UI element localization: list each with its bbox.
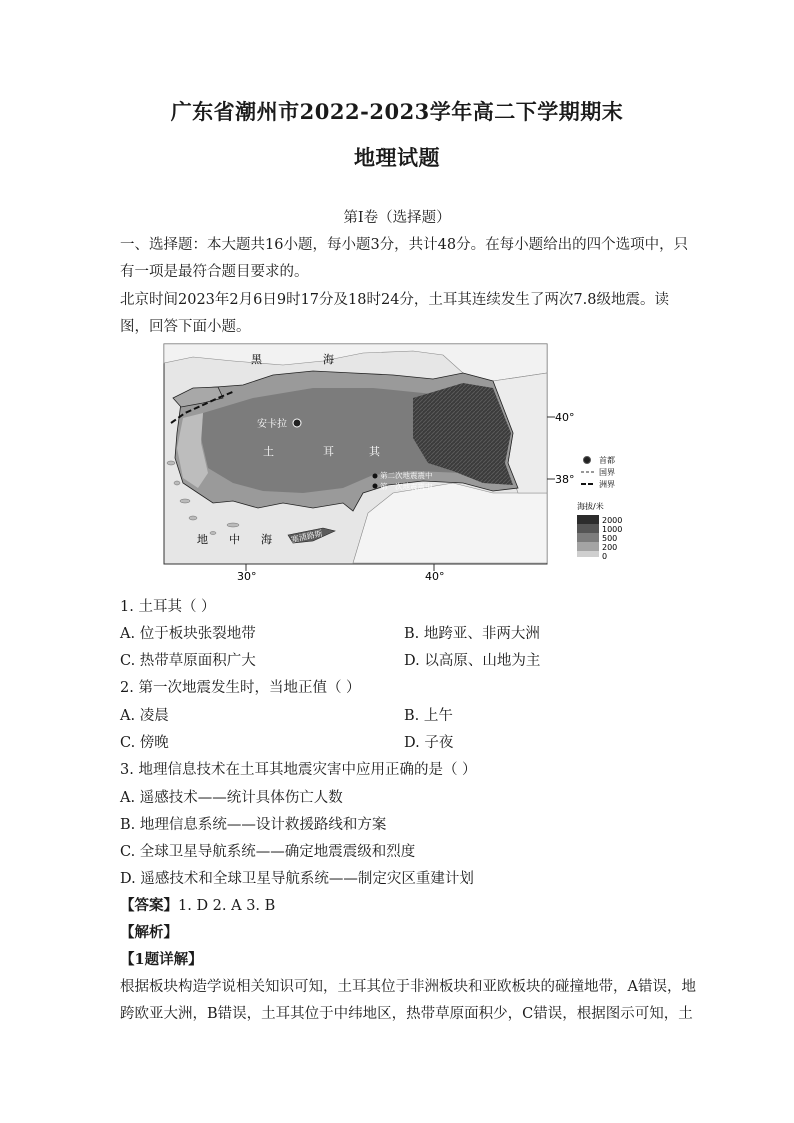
answer-text: 1. D 2. A 3. B <box>178 898 276 914</box>
longitude-40-label: 40° <box>425 570 445 583</box>
question-2-option-a[interactable]: A. 凌晨 <box>120 708 169 724</box>
question-1-option-c[interactable]: C. 热带草原面积广大 <box>120 653 256 669</box>
stem-line-2: 图，回答下面小题。 <box>120 319 251 335</box>
legend-level-0: 0 <box>602 552 608 561</box>
question-2-stem: 2. 第一次地震发生时，当地正值（ ） <box>120 680 361 696</box>
answer-label: 【答案】 <box>120 897 178 914</box>
legend-border-label: 国界 <box>599 468 615 477</box>
quake-second-label: 第二次地震震中 <box>380 471 433 480</box>
instructions-line-1: 一、选择题：本大题共16小题，每小题3分，共计48分。在每小题给出的四个选项中，只 <box>120 237 689 253</box>
map-legend <box>577 455 622 561</box>
question-2-option-c[interactable]: C. 傍晚 <box>120 735 169 751</box>
answer-line <box>120 894 275 915</box>
exam-subject: 地理试题 <box>354 145 440 170</box>
mediterranean-label-2: 中 <box>229 533 240 546</box>
analysis-line-2: 跨欧亚大洲，B错误，土耳其位于中纬地区，热带草原面积少，C错误，根据图示可知，土 <box>120 1006 693 1022</box>
latitude-38-label: 38° <box>555 473 575 486</box>
capital-marker <box>293 419 301 427</box>
quake-first-marker <box>373 484 378 489</box>
turkey-label-1: 土 <box>263 445 274 458</box>
question-3-option-d[interactable]: D. 遥感技术和全球卫星导航系统——制定灾区重建计划 <box>120 871 474 887</box>
quake-first-label: 第一次地震震中 <box>380 482 433 491</box>
longitude-30-label: 30° <box>237 570 257 583</box>
analysis-label: 【解析】 <box>120 924 178 941</box>
analysis-line-1: 根据板块构造学说相关知识可知，土耳其位于非洲板块和亚欧板块的碰撞地带，A错误，地 <box>120 979 696 995</box>
question-1-option-a[interactable]: A. 位于板块张裂地带 <box>120 626 256 642</box>
quake-second-marker <box>373 474 378 479</box>
exam-title: 广东省潮州市2022-2023学年高二下学期期末 <box>170 99 624 124</box>
question-1-stem: 1. 土耳其（ ） <box>120 599 216 615</box>
legend-level-2000: 2000 <box>602 516 623 525</box>
turkey-elevation-map <box>163 343 623 588</box>
section-heading: 第I卷（选择题） <box>343 210 451 226</box>
question-3-stem: 3. 地理信息技术在土耳其地震灾害中应用正确的是（ ） <box>120 762 477 778</box>
detail-label: 【1题详解】 <box>120 951 203 968</box>
question-1-option-d[interactable]: D. 以高原、山地为主 <box>404 653 541 669</box>
question-3-option-a[interactable]: A. 遥感技术——统计具体伤亡人数 <box>120 790 343 806</box>
legend-level-500: 500 <box>602 534 618 543</box>
turkey-label-2: 耳 <box>323 445 334 458</box>
legend-level-200: 200 <box>602 543 618 552</box>
legend-capital-icon <box>584 457 591 464</box>
turkey-label-3: 其 <box>369 445 380 458</box>
black-sea-label-2: 海 <box>323 353 334 366</box>
legend-capital-label: 首都 <box>599 456 615 465</box>
latitude-40-label: 40° <box>555 411 575 424</box>
question-3-option-c[interactable]: C. 全球卫星导航系统——确定地震震级和烈度 <box>120 844 416 860</box>
cyprus-label: 塞浦路斯 <box>290 528 324 545</box>
question-1-option-b[interactable]: B. 地跨亚、非两大洲 <box>404 626 540 642</box>
instructions-line-2: 有一项是最符合题目要求的。 <box>120 264 309 280</box>
mediterranean-label-1: 地 <box>197 533 208 546</box>
legend-level-1000: 1000 <box>602 525 623 534</box>
question-2-option-d[interactable]: D. 子夜 <box>404 735 454 751</box>
legend-continent-label: 洲界 <box>599 480 615 489</box>
question-3-option-b[interactable]: B. 地理信息系统——设计救援路线和方案 <box>120 817 387 833</box>
black-sea-label-1: 黑 <box>251 353 262 366</box>
mediterranean-label-3: 海 <box>261 533 272 546</box>
legend-elevation-title: 海拔/米 <box>577 502 604 511</box>
stem-line-1: 北京时间2023年2月6日9时17分及18时24分，土耳其连续发生了两次7.8级地震。读 <box>120 292 669 308</box>
capital-label: 安卡拉 <box>257 419 287 430</box>
question-2-option-b[interactable]: B. 上午 <box>404 708 453 724</box>
